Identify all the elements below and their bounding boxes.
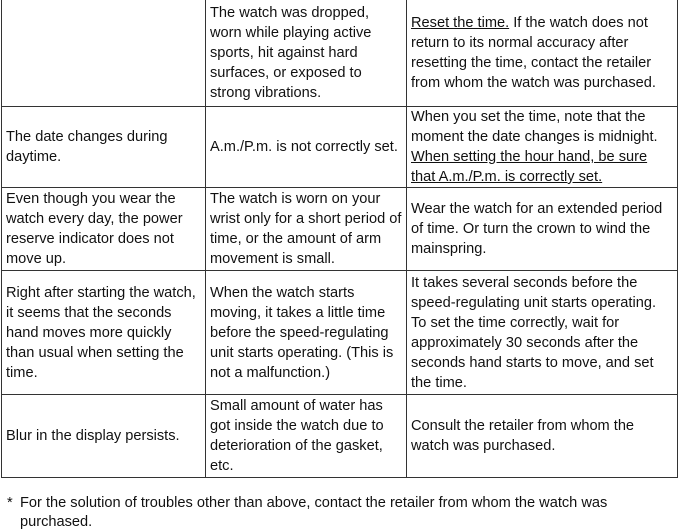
solution-cell: Wear the watch for an extended period of time. Or turn the crown to wind the mainspring. <box>407 188 678 271</box>
table-row <box>2 188 678 271</box>
cause-cell: The watch is worn on your wrist only for a short period of time, or the amount of arm movement is small. <box>206 188 407 271</box>
problem-cell: The date changes during daytime. <box>2 107 206 188</box>
solution-underlined-text: When setting the hour hand, be sure that A.m./P.m. is correctly set. <box>411 149 648 185</box>
table-row <box>2 0 678 107</box>
table-row <box>2 107 678 188</box>
table-row <box>2 271 678 395</box>
solution-cell <box>407 107 678 188</box>
footnote <box>7 494 675 532</box>
footnote-marker: * <box>7 495 13 511</box>
problem-cell: Right after starting the watch, it seems that the seconds hand moves more quickly than usual when setting the time. <box>2 271 206 395</box>
problem-cell: Even though you wear the watch every day, the power reserve indicator does not move up. <box>2 188 206 271</box>
cause-cell: The watch was dropped, worn while playing active sports, hit against hard surfaces, or exposed to strong vibrations. <box>206 0 407 107</box>
solution-cell <box>407 0 678 107</box>
solution-cell: Consult the retailer from whom the watch was purchased. <box>407 395 678 478</box>
problem-cell <box>2 0 206 107</box>
table-row <box>2 395 678 478</box>
footnote-text: For the solution of troubles other than above, contact the retailer from whom the watch was purchased. <box>20 495 608 530</box>
cause-cell: Small amount of water has got inside the watch due to deterioration of the gasket, etc. <box>206 395 407 478</box>
problem-cell: Blur in the display persists. <box>2 395 206 478</box>
cause-cell: A.m./P.m. is not correctly set. <box>206 107 407 188</box>
troubleshooting-table <box>1 0 678 478</box>
cause-cell: When the watch starts moving, it takes a little time before the speed-regulating unit starts operating. (This is not a malfunction.) <box>206 271 407 395</box>
solution-cell: It takes several seconds before the speed-regulating unit starts operating. To set the time correctly, wait for approximately 30 seconds after the seconds hand starts to move, and set the time. <box>407 271 678 395</box>
solution-underlined-text: Reset the time. <box>411 15 510 31</box>
solution-text: If the watch does not return to its normal accuracy after resetting the time, contact the retailer from whom the watch was purchased. <box>411 15 656 91</box>
solution-text: When you set the time, note that the moment the date changes is midnight. <box>411 109 658 145</box>
